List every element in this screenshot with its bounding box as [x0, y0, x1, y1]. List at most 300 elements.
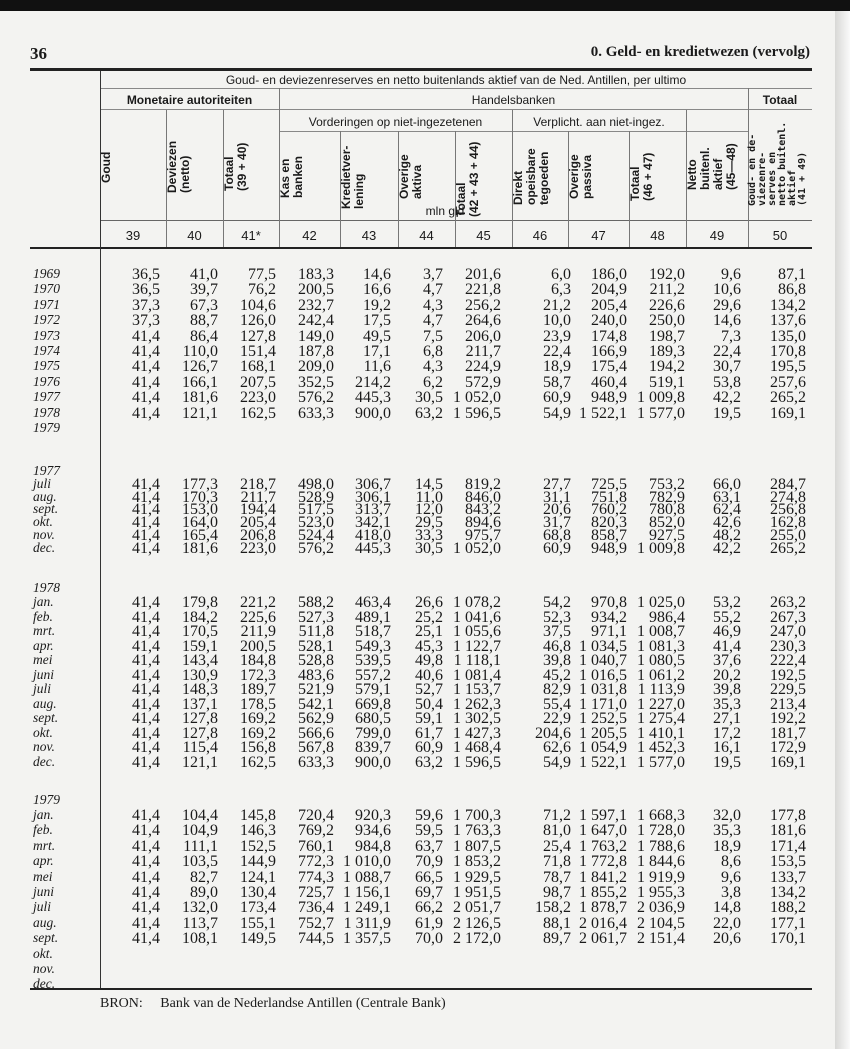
- cell-col-39: 41,4: [132, 652, 160, 669]
- cell-col-44: 11,0: [415, 488, 443, 506]
- group-totaal: Totaal: [762, 93, 798, 107]
- cell-col-40: 143,4: [182, 652, 218, 669]
- table-title: Goud- en deviezenreserves en netto buitenlands aktief van de Ned. Antillen, per ultimo: [225, 73, 687, 87]
- cell-col-39: 41,4: [132, 695, 160, 713]
- cell-col-47: 948,9: [591, 539, 627, 557]
- cell-col-42: 774,3: [298, 868, 334, 886]
- cell-col-41: 189,7: [240, 681, 276, 698]
- cell-col-50: 181,7: [770, 724, 806, 742]
- cell-col-39: 41,4: [132, 822, 160, 840]
- cell-col-47: 460,4: [591, 373, 627, 391]
- cell-col-44: 63,2: [415, 404, 443, 422]
- cell-col-39: 41,4: [132, 594, 160, 611]
- cell-col-50: 171,4: [770, 837, 806, 855]
- cell-col-44: 59,1: [415, 710, 443, 727]
- row-label: dec.: [33, 539, 56, 555]
- cell-col-41: 126,0: [240, 312, 276, 330]
- cell-col-43: 799,0: [355, 724, 391, 742]
- cell-col-47: 1 647,0: [579, 822, 627, 840]
- cell-col-41: 77,5: [248, 266, 276, 283]
- row-label: juli: [33, 476, 52, 491]
- cell-col-45: 1 853,2: [453, 853, 501, 871]
- cell-col-43: 418,0: [355, 526, 391, 544]
- cell-col-40: 39,7: [190, 281, 218, 299]
- row-label: 1978: [33, 404, 60, 420]
- cell-col-39: 41,4: [132, 681, 160, 698]
- cell-col-41: 194,4: [240, 501, 276, 519]
- cell-col-45: 894,6: [465, 514, 501, 532]
- cell-col-40: 67,3: [190, 296, 218, 314]
- cell-col-47: 1 522,1: [579, 753, 627, 771]
- cell-col-49: 63,1: [713, 488, 741, 506]
- cell-col-50: 87,1: [778, 266, 806, 283]
- cell-col-41: 184,8: [240, 652, 276, 669]
- cell-col-42: 523,0: [298, 514, 334, 532]
- cell-col-47: 205,4: [591, 296, 627, 314]
- cell-col-45: 224,9: [465, 358, 501, 376]
- column-number-43: 43: [361, 228, 377, 243]
- cell-col-45: 1 302,5: [453, 710, 501, 727]
- cell-col-40: 121,1: [182, 404, 218, 422]
- cell-col-47: 2 061,7: [579, 930, 627, 948]
- cell-col-39: 41,4: [132, 389, 160, 407]
- cell-col-49: 9,6: [721, 868, 741, 886]
- cell-col-47: 1 597,1: [579, 807, 627, 824]
- cell-col-41: 149,5: [240, 930, 276, 948]
- cell-col-50: 153,5: [770, 853, 806, 871]
- cell-col-40: 137,1: [182, 695, 218, 713]
- row-label: 1970: [33, 281, 60, 297]
- cell-col-43: 934,6: [355, 822, 391, 840]
- cell-col-44: 50,4: [415, 695, 443, 713]
- cell-col-47: 2 016,4: [579, 914, 627, 932]
- cell-col-49: 9,6: [721, 266, 741, 283]
- cell-col-39: 41,4: [132, 488, 160, 506]
- cell-col-41: 168,1: [240, 358, 276, 376]
- cell-col-47: 240,0: [591, 312, 627, 330]
- cell-col-44: 70,0: [415, 930, 443, 948]
- cell-col-42: 720,4: [298, 807, 334, 824]
- cell-col-39: 41,4: [132, 930, 160, 948]
- cell-col-39: 41,4: [132, 753, 160, 771]
- cell-col-39: 41,4: [132, 739, 160, 756]
- cell-col-40: 82,7: [190, 868, 218, 886]
- column-number-44: 44: [419, 228, 434, 243]
- cell-col-45: 1 055,6: [453, 623, 501, 640]
- cell-col-50: 195,5: [770, 358, 806, 376]
- cell-col-48: 852,0: [649, 514, 685, 532]
- cell-col-48: 1 668,3: [637, 807, 685, 824]
- cell-col-48: 1 452,3: [637, 739, 685, 756]
- column-number-39: 39: [125, 228, 141, 243]
- cell-col-40: 103,5: [182, 853, 218, 871]
- cell-col-48: 1 275,4: [637, 710, 685, 727]
- cell-col-39: 41,4: [132, 526, 160, 544]
- cell-col-42: 528,9: [298, 488, 334, 506]
- cell-col-43: 1 357,5: [343, 930, 391, 948]
- column-number-47: 47: [591, 228, 606, 243]
- cell-col-44: 66,2: [415, 899, 443, 917]
- cell-col-49: 16,1: [713, 739, 741, 756]
- cell-col-45: 1 596,5: [453, 753, 501, 771]
- cell-col-43: 342,1: [355, 514, 391, 532]
- cell-col-49: 35,3: [713, 822, 741, 840]
- cell-col-44: 29,5: [415, 514, 443, 532]
- cell-col-48: 198,7: [649, 327, 685, 345]
- cell-col-41: 211,9: [240, 623, 276, 640]
- cell-col-44: 40,6: [415, 666, 443, 684]
- block-year-heading: 1978: [33, 579, 60, 595]
- cell-col-46: 82,9: [543, 681, 571, 698]
- cell-col-42: 200,5: [298, 281, 334, 299]
- cell-col-46: 25,4: [543, 837, 571, 855]
- cell-col-50: 265,2: [770, 389, 806, 407]
- cell-col-46: 78,7: [543, 868, 571, 886]
- cell-col-40: 115,4: [182, 739, 218, 756]
- cell-col-43: 579,1: [355, 681, 391, 698]
- cell-col-46: 204,6: [535, 724, 571, 742]
- cell-col-48: 211,2: [649, 281, 685, 299]
- cell-col-44: 25,2: [415, 608, 443, 626]
- cell-col-50: 263,2: [770, 594, 806, 611]
- cell-col-47: 934,2: [591, 608, 627, 626]
- cell-col-50: 229,5: [770, 681, 806, 698]
- cell-col-40: 127,8: [182, 724, 218, 742]
- row-label: juni: [33, 884, 55, 899]
- cell-col-48: 1 728,0: [637, 822, 685, 840]
- cell-col-40: 181,6: [182, 539, 218, 557]
- cell-col-45: 1 596,5: [453, 404, 501, 422]
- cell-col-39: 41,4: [132, 899, 160, 917]
- row-label: okt.: [33, 945, 53, 961]
- cell-col-39: 41,4: [132, 868, 160, 886]
- cell-col-40: 88,7: [190, 312, 218, 330]
- page-gutter-shadow: [835, 11, 850, 1049]
- cell-col-49: 39,8: [713, 681, 741, 698]
- cell-col-40: 121,1: [182, 753, 218, 771]
- cell-col-41: 173,4: [240, 899, 276, 917]
- cell-col-45: 256,2: [465, 296, 501, 314]
- cell-col-50: 267,3: [770, 608, 806, 626]
- cell-col-50: 134,2: [770, 884, 806, 901]
- cell-col-43: 17,1: [363, 343, 391, 360]
- cell-col-48: 2 036,9: [637, 899, 685, 917]
- cell-col-44: 4,3: [423, 358, 443, 376]
- column-number-42: 42: [302, 228, 317, 243]
- cell-col-39: 41,4: [132, 327, 160, 345]
- rule: [100, 220, 812, 221]
- cell-col-50: 192,2: [770, 710, 806, 727]
- cell-col-43: 1 311,9: [343, 914, 391, 932]
- cell-col-50: 134,2: [770, 296, 806, 314]
- cell-col-47: 1 031,8: [579, 681, 627, 698]
- cell-col-40: 165,4: [182, 526, 218, 544]
- cell-col-41: 76,2: [248, 281, 276, 299]
- cell-col-44: 30,5: [415, 539, 443, 557]
- cell-col-43: 680,5: [355, 710, 391, 727]
- cell-col-47: 971,1: [591, 623, 627, 640]
- cell-col-40: 126,7: [182, 358, 218, 376]
- cell-col-42: 588,2: [298, 594, 334, 611]
- cell-col-42: 752,7: [298, 914, 334, 932]
- cell-col-41: 130,4: [240, 884, 276, 901]
- cell-col-49: 53,8: [713, 373, 741, 391]
- cell-col-50: 177,8: [770, 807, 806, 824]
- cell-col-44: 60,9: [415, 739, 443, 756]
- cell-col-42: 744,5: [298, 930, 334, 948]
- row-label: juni: [33, 666, 55, 682]
- cell-col-39: 41,4: [132, 666, 160, 684]
- cell-col-48: 1 080,5: [637, 652, 685, 669]
- row-label: mei: [33, 868, 53, 884]
- row-label: juli: [33, 681, 52, 696]
- cell-col-45: 221,8: [465, 281, 501, 299]
- column-header-46: Direkt opeisbare tegoeden: [511, 148, 551, 206]
- column-header-48: Totaal (46 + 47): [628, 152, 655, 202]
- cell-col-50: 181,6: [770, 822, 806, 840]
- cell-col-45: 843,2: [465, 501, 501, 519]
- cell-col-49: 42,2: [713, 389, 741, 407]
- chapter-title: 0. Geld- en kredietwezen (vervolg): [590, 44, 810, 60]
- cell-col-50: 222,4: [770, 652, 806, 669]
- cell-col-45: 1 427,3: [453, 724, 501, 742]
- cell-col-44: 66,5: [415, 868, 443, 886]
- block-year-heading: 1977: [33, 463, 60, 479]
- cell-col-40: 110,0: [182, 343, 218, 360]
- column-number-45: 45: [476, 228, 491, 243]
- cell-col-41: 156,8: [240, 739, 276, 756]
- cell-col-42: 183,3: [298, 266, 334, 283]
- cell-col-43: 539,5: [355, 652, 391, 669]
- cell-col-48: 1 009,8: [637, 539, 685, 557]
- cell-col-46: 158,2: [535, 899, 571, 917]
- cell-col-46: 54,9: [543, 753, 571, 771]
- cell-col-43: 518,7: [355, 623, 391, 640]
- cell-col-42: 521,9: [298, 681, 334, 698]
- cell-col-47: 1 763,2: [579, 837, 627, 855]
- cell-col-40: 41,0: [190, 266, 218, 283]
- group-monetaire-autoriteiten: Monetaire autoriteiten: [126, 93, 253, 107]
- cell-col-43: 549,3: [355, 637, 391, 655]
- cell-col-48: 1 955,3: [637, 884, 685, 901]
- cell-col-42: 528,8: [298, 652, 334, 669]
- scan-top-edge: [0, 0, 850, 11]
- cell-col-39: 41,4: [132, 343, 160, 360]
- row-label: aug.: [33, 488, 57, 504]
- cell-col-48: 1 061,2: [637, 666, 685, 684]
- cell-col-48: 1 113,9: [637, 681, 685, 698]
- cell-col-46: 68,8: [543, 526, 571, 544]
- row-label: mei: [33, 652, 53, 667]
- cell-col-39: 37,3: [132, 296, 160, 314]
- cell-col-50: 162,8: [770, 514, 806, 532]
- cell-col-40: 113,7: [182, 914, 218, 932]
- cell-col-40: 108,1: [182, 930, 218, 948]
- source-text: Bank van de Nederlandse Antillen (Centrale Bank): [160, 996, 446, 1011]
- row-label: 1979: [33, 420, 60, 435]
- cell-col-43: 49,5: [363, 327, 391, 345]
- cell-col-50: 133,7: [770, 868, 806, 886]
- cell-col-40: 179,8: [182, 594, 218, 611]
- cell-col-39: 41,4: [132, 358, 160, 376]
- cell-col-46: 60,9: [543, 389, 571, 407]
- cell-col-47: 166,9: [591, 343, 627, 360]
- cell-col-48: 1 577,0: [637, 753, 685, 771]
- cell-col-43: 900,0: [355, 753, 391, 771]
- cell-col-49: 22,4: [713, 343, 741, 360]
- cell-col-48: 1 025,0: [637, 594, 685, 611]
- cell-col-47: 1 016,5: [579, 666, 627, 684]
- cell-col-50: 86,8: [778, 281, 806, 299]
- cell-col-47: 1 855,2: [579, 884, 627, 901]
- row-label: 1972: [33, 312, 60, 328]
- block-year-heading: 1979: [33, 791, 60, 807]
- cell-col-45: 819,2: [465, 476, 501, 493]
- cell-col-47: 751,8: [591, 488, 627, 506]
- cell-col-45: 1 052,0: [453, 539, 501, 557]
- cell-col-49: 7,3: [721, 327, 741, 345]
- cell-col-50: 188,2: [770, 899, 806, 917]
- cell-col-41: 151,4: [240, 343, 276, 360]
- cell-col-47: 1 772,8: [579, 853, 627, 871]
- cell-col-47: 760,2: [591, 501, 627, 519]
- row-label: 1974: [33, 343, 60, 358]
- cell-col-45: 1 807,5: [453, 837, 501, 855]
- cell-col-41: 211,7: [240, 488, 276, 506]
- cell-col-42: 528,1: [298, 637, 334, 655]
- cell-col-42: 633,3: [298, 404, 334, 422]
- cell-col-49: 3,8: [721, 884, 741, 901]
- cell-col-41: 207,5: [240, 373, 276, 391]
- cell-col-40: 170,5: [182, 623, 218, 640]
- cell-col-48: 1 410,1: [637, 724, 685, 742]
- cell-col-44: 25,1: [415, 623, 443, 640]
- cell-col-41: 225,6: [240, 608, 276, 626]
- cell-col-44: 61,7: [415, 724, 443, 742]
- cell-col-44: 30,5: [415, 389, 443, 407]
- cell-col-44: 59,6: [415, 807, 443, 824]
- cell-col-46: 23,9: [543, 327, 571, 345]
- cell-col-42: 567,8: [298, 739, 334, 756]
- rule: [100, 88, 812, 89]
- cell-col-46: 21,2: [543, 296, 571, 314]
- cell-col-45: 1 700,3: [453, 807, 501, 824]
- cell-col-40: 159,1: [182, 637, 218, 655]
- cell-col-47: 1 034,5: [579, 637, 627, 655]
- cell-col-48: 1 008,7: [637, 623, 685, 640]
- column-header-49: Netto buitenl. aktief (45—48): [685, 143, 738, 191]
- row-label: 1977: [33, 389, 60, 405]
- cell-col-42: 769,2: [298, 822, 334, 840]
- cell-col-41: 178,5: [240, 695, 276, 713]
- cell-col-44: 61,9: [415, 914, 443, 932]
- cell-col-49: 66,0: [713, 476, 741, 493]
- cell-col-43: 214,2: [355, 373, 391, 391]
- cell-col-43: 19,2: [363, 296, 391, 314]
- cell-col-50: 137,6: [770, 312, 806, 330]
- cell-col-41: 169,2: [240, 724, 276, 742]
- cell-col-42: 149,0: [298, 327, 334, 345]
- cell-col-50: 170,1: [770, 930, 806, 948]
- cell-col-42: 576,2: [298, 539, 334, 557]
- cell-col-47: 1 205,5: [579, 724, 627, 742]
- cell-col-49: 29,6: [713, 296, 741, 314]
- cell-col-49: 41,4: [713, 637, 741, 655]
- column-number-48: 48: [650, 228, 665, 243]
- cell-col-46: 31,1: [543, 488, 571, 506]
- cell-col-45: 1 951,5: [453, 884, 501, 901]
- cell-col-48: 2 151,4: [637, 930, 685, 948]
- cell-col-47: 1 040,7: [579, 652, 627, 669]
- cell-col-46: 52,3: [543, 608, 571, 626]
- row-label: juli: [33, 899, 52, 915]
- row-label: okt.: [33, 724, 53, 740]
- cell-col-47: 1 878,7: [579, 899, 627, 917]
- row-label: aug.: [33, 914, 57, 930]
- cell-col-43: 445,3: [355, 539, 391, 557]
- cell-col-46: 45,2: [543, 666, 571, 684]
- cell-col-40: 130,9: [182, 666, 218, 684]
- cell-col-42: 209,0: [298, 358, 334, 376]
- top-rule: [30, 68, 812, 71]
- cell-col-44: 59,5: [415, 822, 443, 840]
- cell-col-45: 1 078,2: [453, 594, 501, 611]
- cell-col-48: 226,6: [649, 296, 685, 314]
- cell-col-40: 166,1: [182, 373, 218, 391]
- cell-col-48: 1 919,9: [637, 868, 685, 886]
- row-label: dec.: [33, 753, 56, 769]
- cell-col-40: 104,4: [182, 807, 218, 824]
- cell-col-49: 37,6: [713, 652, 741, 669]
- cell-col-47: 970,8: [591, 594, 627, 611]
- cell-col-48: 986,4: [649, 608, 685, 626]
- cell-col-41: 162,5: [240, 404, 276, 422]
- row-label: aug.: [33, 695, 57, 711]
- cell-col-50: 265,2: [770, 539, 806, 557]
- cell-col-49: 19,5: [713, 753, 741, 771]
- cell-col-49: 20,6: [713, 930, 741, 948]
- cell-col-41: 223,0: [240, 539, 276, 557]
- cell-col-40: 132,0: [182, 899, 218, 917]
- cell-col-45: 572,9: [465, 373, 501, 391]
- rule: [100, 109, 812, 110]
- row-label: sept.: [33, 930, 59, 946]
- cell-col-49: 32,0: [713, 807, 741, 824]
- cell-col-45: 846,0: [465, 488, 501, 506]
- cell-col-49: 48,2: [713, 526, 741, 544]
- cell-col-44: 4,7: [423, 312, 443, 330]
- cell-col-47: 820,3: [591, 514, 627, 532]
- cell-col-47: 858,7: [591, 526, 627, 544]
- cell-col-42: 542,1: [298, 695, 334, 713]
- row-label: 1976: [33, 373, 60, 389]
- cell-col-42: 498,0: [298, 476, 334, 493]
- cell-col-43: 920,3: [355, 807, 391, 824]
- cell-col-40: 86,4: [190, 327, 218, 345]
- cell-col-45: 1 929,5: [453, 868, 501, 886]
- cell-col-39: 41,4: [132, 807, 160, 824]
- cell-col-50: 172,9: [770, 739, 806, 756]
- cell-col-48: 1 081,3: [637, 637, 685, 655]
- cell-col-49: 27,1: [713, 710, 741, 727]
- cell-col-48: 1 844,6: [637, 853, 685, 871]
- cell-col-41: 104,6: [240, 296, 276, 314]
- column-header-40: Deviezen (netto): [165, 140, 192, 194]
- cell-col-48: 2 104,5: [637, 914, 685, 932]
- cell-col-49: 8,6: [721, 853, 741, 871]
- cell-col-48: 1 577,0: [637, 404, 685, 422]
- cell-col-49: 14,6: [713, 312, 741, 330]
